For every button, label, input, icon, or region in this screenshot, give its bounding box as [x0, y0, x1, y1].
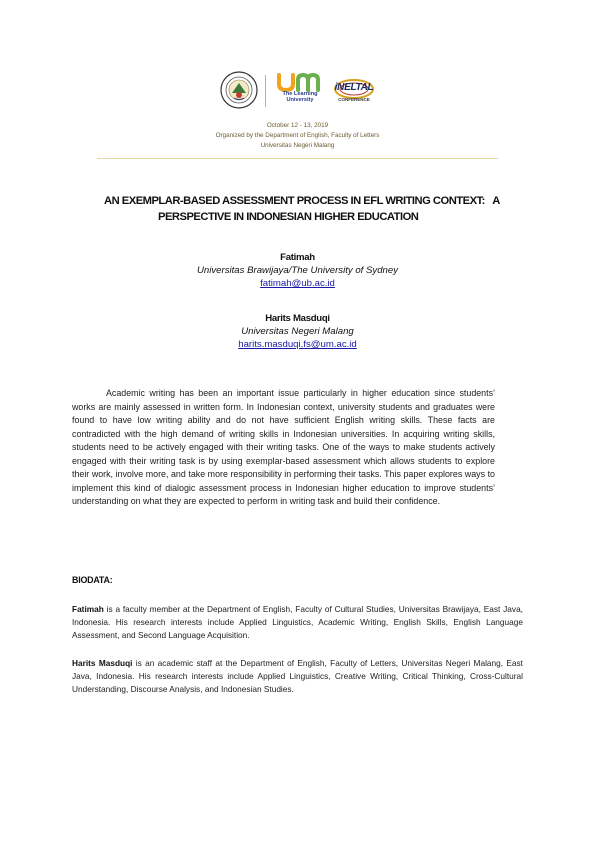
conference-date: October 12 - 13, 2019 — [266, 122, 329, 129]
title-line-1: AN EXEMPLAR-BASED ASSESSMENT PROCESS IN EFL WRITING CONTEXT: A — [104, 195, 500, 207]
author-block — [0, 312, 595, 351]
conference-university: Universitas Negeri Malang — [260, 142, 335, 149]
logo-divider — [265, 75, 266, 107]
conference-organizer: Organized by the Department of English, Faculty of Letters — [215, 132, 380, 139]
header-divider — [97, 158, 498, 159]
ineltal-logo — [332, 73, 376, 111]
author-name: Harits Masduqi — [265, 313, 330, 324]
um-learning-university-logo — [271, 71, 329, 111]
biodata-entry — [72, 603, 523, 641]
biodata-entry — [72, 657, 523, 695]
title-line-2: PERSPECTIVE IN INDONESIAN HIGHER EDUCATION — [158, 211, 419, 223]
um-mark-icon — [276, 72, 321, 92]
author-email-link[interactable]: harits.masduqi.fs@um.ac.id — [238, 339, 357, 350]
ineltal-logo-subtext: CONFERENCE — [338, 97, 370, 102]
university-seal-logo — [220, 71, 258, 109]
header-logos — [0, 71, 595, 111]
paper-title — [100, 193, 530, 225]
biodata-name: Fatimah — [72, 604, 104, 614]
conference-info — [0, 121, 595, 151]
author-block — [0, 251, 595, 290]
author-email-link[interactable]: fatimah@ub.ac.id — [260, 278, 335, 289]
author-affiliation: Universitas Negeri Malang — [241, 326, 354, 337]
author-name: Fatimah — [280, 252, 315, 263]
biodata-heading: BIODATA: — [72, 575, 113, 585]
um-logo-text: The Learning University — [282, 91, 318, 103]
biodata-text: is a faculty member at the Department of English, Faculty of Cultural Studies, Universitas Brawijaya, East Java, Indonesia. His research interests include Applied Linguistics, Academic Writing, English Skills, English Language Assessment, and Second Language Acquisition. — [72, 604, 523, 640]
abstract-paragraph — [72, 387, 495, 509]
biodata-text: is an academic staff at the Department of English, Faculty of Letters, Universitas Negeri Malang, East Java, Indonesia. His research interests include Applied Linguistics, Creative Writing, Critical Thinking, Cross-Cultural Understanding, Discourse Analysis, and Indonesian Studies. — [72, 658, 523, 694]
abstract-text: Academic writing has been an important issue particularly in higher education since students’ works are mainly assessed in written form. In Indonesian context, university students and graduates were found to have low writing ability and do not have sufficient English writing skills. These facts are contradicted with the high demand of writing skills in Indonesian universities. In acquiring writing skills, students need to be actively engaged with their writing tasks. One of the ways to make students actively engaged with their writing task is by using exemplar-based assessment which allows students to explore their work, involve more, and take more responsibility in performing their tasks. This paper explores ways to implement this kind of dialogic assessment process in Indonesian higher education to improve students’ understanding on what they are expected to perform in writing task and build their confidence. — [72, 388, 495, 506]
ineltal-logo-text: iNELTAL — [334, 82, 374, 93]
biodata-name: Harits Masduqi — [72, 658, 133, 668]
author-affiliation: Universitas Brawijaya/The University of Sydney — [196, 265, 398, 276]
